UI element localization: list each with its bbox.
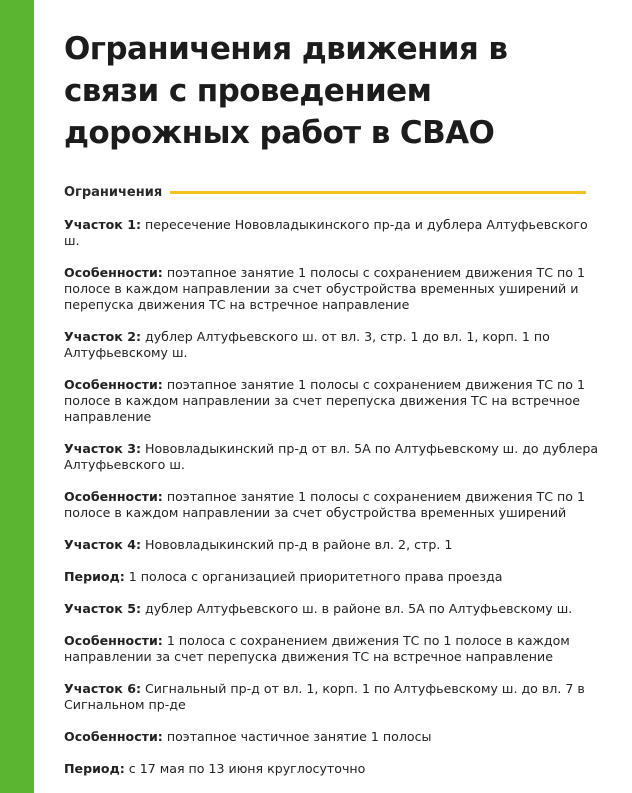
item-label: Период: [64, 569, 125, 584]
item-label: Особенности: [64, 377, 163, 392]
list-item [64, 377, 604, 425]
document-content [64, 0, 604, 793]
section-label: Ограничения [64, 184, 163, 200]
section-header [64, 183, 604, 201]
list-item [64, 601, 604, 617]
item-text: Нововладыкинский пр-д от вл. 5А по Алтуфьевскому ш. до дублера Алтуфьевского ш. [64, 441, 599, 472]
item-text: 1 полоса с организацией приоритетного права проезда [124, 569, 503, 584]
item-text: с 17 мая по 13 июня круглосуточно [124, 761, 366, 776]
item-label: Особенности: [64, 265, 163, 280]
list-item [64, 633, 604, 665]
green-side-bar [0, 0, 34, 793]
list-item [64, 329, 604, 361]
item-label: Особенности: [64, 489, 163, 504]
page-title: Ограничения движения в связи с проведением дорожных работ в СВАО [64, 31, 508, 151]
item-label: Период: [64, 761, 125, 776]
item-label: Особенности: [64, 633, 163, 648]
list-item [64, 681, 604, 713]
item-text: поэтапное частичное занятие 1 полосы [162, 729, 432, 744]
list-item [64, 761, 604, 777]
list-item [64, 441, 604, 473]
item-label: Участок 2: [64, 329, 142, 344]
list-item [64, 489, 604, 521]
list-item [64, 217, 604, 249]
list-item [64, 537, 604, 553]
item-text: поэтапное занятие 1 полосы с сохранением движения ТС по 1 полосе в каждом направлении за счет перепуска движения ТС на встречное направление [64, 377, 585, 424]
item-text: Сигнальный пр-д от вл. 1, корп. 1 по Алтуфьевскому ш. до вл. 7 в Сигнальном пр-де [64, 681, 585, 712]
item-text: Нововладыкинский пр-д в районе вл. 2, стр. 1 [141, 537, 453, 552]
item-label: Участок 3: [64, 441, 142, 456]
item-label: Особенности: [64, 729, 163, 744]
list-item [64, 729, 604, 745]
item-text: пересечение Нововладыкинского пр-да и дублера Алтуфьевского ш. [64, 217, 588, 248]
item-text: дублер Алтуфьевского ш. от вл. 3, стр. 1 до вл. 1, корп. 1 по Алтуфьевскому ш. [64, 329, 550, 360]
item-label: Участок 5: [64, 601, 142, 616]
item-text: поэтапное занятие 1 полосы с сохранением движения ТС по 1 полосе в каждом направлении за счет обустройства временных уширений [64, 489, 585, 520]
section-divider-line [170, 191, 586, 194]
list-item [64, 569, 604, 585]
item-text: поэтапное занятие 1 полосы с сохранением движения ТС по 1 полосе в каждом направлении за счет обустройства временных уширений и перепуска движения ТС на встречное направление [64, 265, 585, 312]
item-text: дублер Алтуфьевского ш. в районе вл. 5А по Алтуфьевскому ш. [141, 601, 573, 616]
item-text: 1 полоса с сохранением движения ТС по 1 полосе в каждом направлении за счет перепуска движения ТС на встречное направление [64, 633, 570, 664]
item-label: Участок 4: [64, 537, 142, 552]
restrictions-list [64, 217, 604, 777]
item-label: Участок 6: [64, 681, 142, 696]
list-item [64, 265, 604, 313]
item-label: Участок 1: [64, 217, 142, 232]
